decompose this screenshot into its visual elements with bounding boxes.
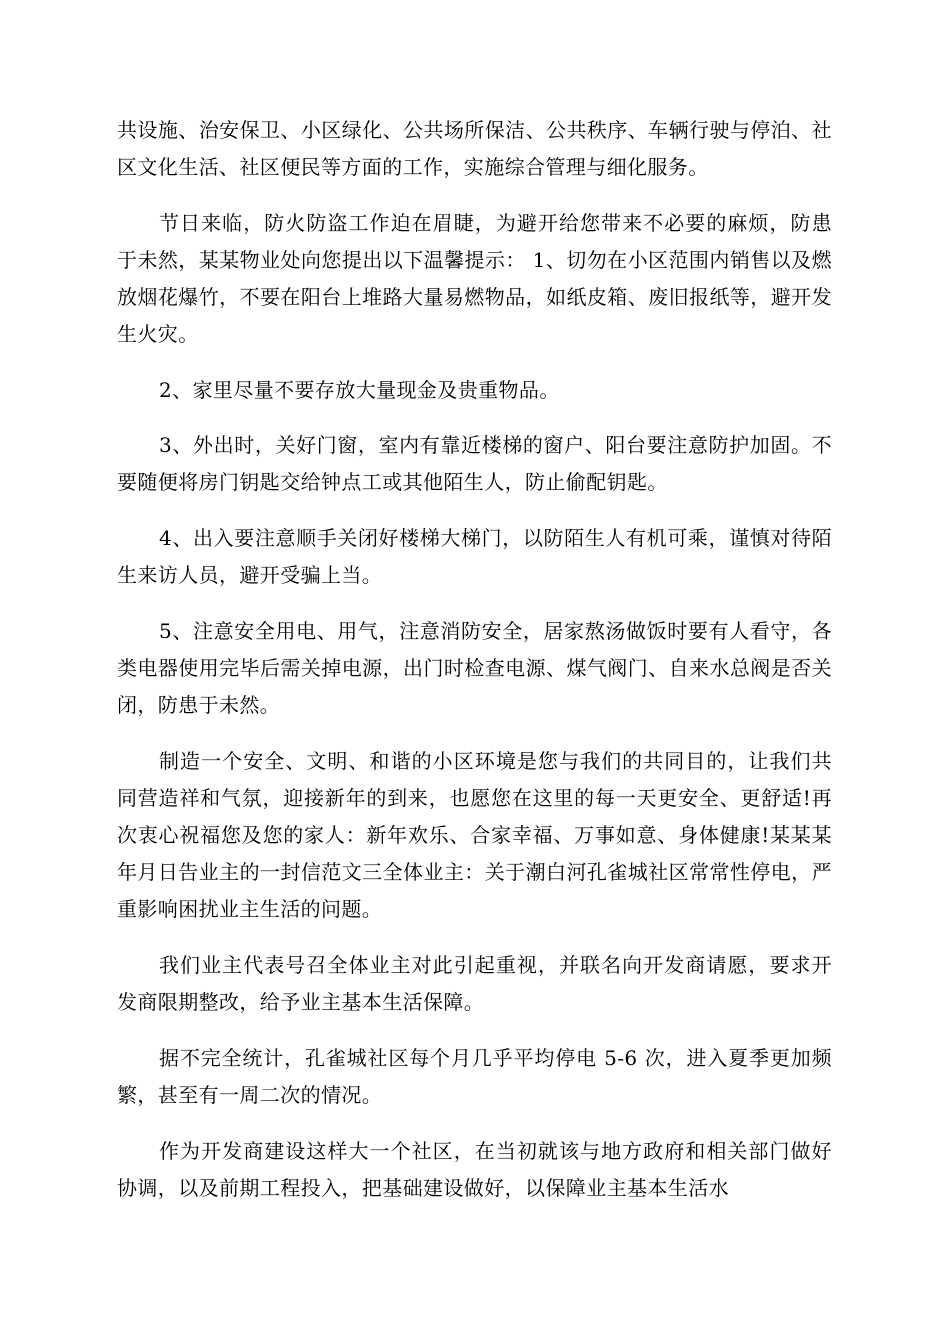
paragraph-statistics: 据不完全统计，孔雀城社区每个月几乎平均停电 5-6 次，进入夏季更加频繁，甚至有一周二次的情况。 [117, 1046, 832, 1107]
paragraph-tip-4: 4、出入要注意顺手关闭好楼梯大梯门，以防陌生人有机可乘，谨慎对待陌生来访人员，避开受骗上当。 [117, 526, 832, 587]
paragraph-tip-5: 5、注意安全用电、用气，注意消防安全，居家熬汤做饭时要有人看守，各类电器使用完毕后需关掉电源，出门时检查电源、煤气阀门、自来水总阀是否关闭，防患于未然。 [117, 619, 832, 717]
paragraph-holiday-notice: 节日来临，防火防盗工作迫在眉睫，为避开给您带来不必要的麻烦，防患于未然，某某物业处向您提出以下温馨提示： 1、切勿在小区范围内销售以及燃放烟花爆竹，不要在阳台上堆路大量易燃物品，如纸皮箱、废旧报纸等，避开发生火灾。 [117, 211, 832, 346]
paragraph-developer: 作为开发商建设这样大一个社区，在当初就该与地方政府和相关部门做好协调，以及前期工程投入，把基础建设做好，以保障业主基本生活水 [117, 1139, 832, 1200]
paragraph-greeting: 制造一个安全、文明、和谐的小区环境是您与我们的共同目的，让我们共同营造祥和气氛，迎接新年的到来，也愿您在这里的每一天更安全、更舒适!再次衷心祝福您及您的家人：新年欢乐、合家幸福、万事如意、身体健康!某某某年月日告业主的一封信范文三全体业主：关于潮白河孔雀城社区常常性停电，严重影响困扰业主生活的问题。 [117, 749, 832, 921]
paragraph-owner-appeal: 我们业主代表号召全体业主对此引起重视，并联名向开发商请愿，要求开发商限期整改，给予业主基本生活保障。 [117, 953, 832, 1014]
paragraph-tip-3: 3、外出时，关好门窗，室内有靠近楼梯的窗户、阳台要注意防护加固。不要随便将房门钥匙交给钟点工或其他陌生人，防止偷配钥匙。 [117, 433, 832, 494]
paragraph-tip-2: 2、家里尽量不要存放大量现金及贵重物品。 [159, 378, 560, 402]
paragraph-continuation: 共设施、治安保卫、小区绿化、公共场所保洁、公共秩序、车辆行驶与停泊、社区文化生活、社区便民等方面的工作，实施综合管理与细化服务。 [117, 118, 832, 179]
